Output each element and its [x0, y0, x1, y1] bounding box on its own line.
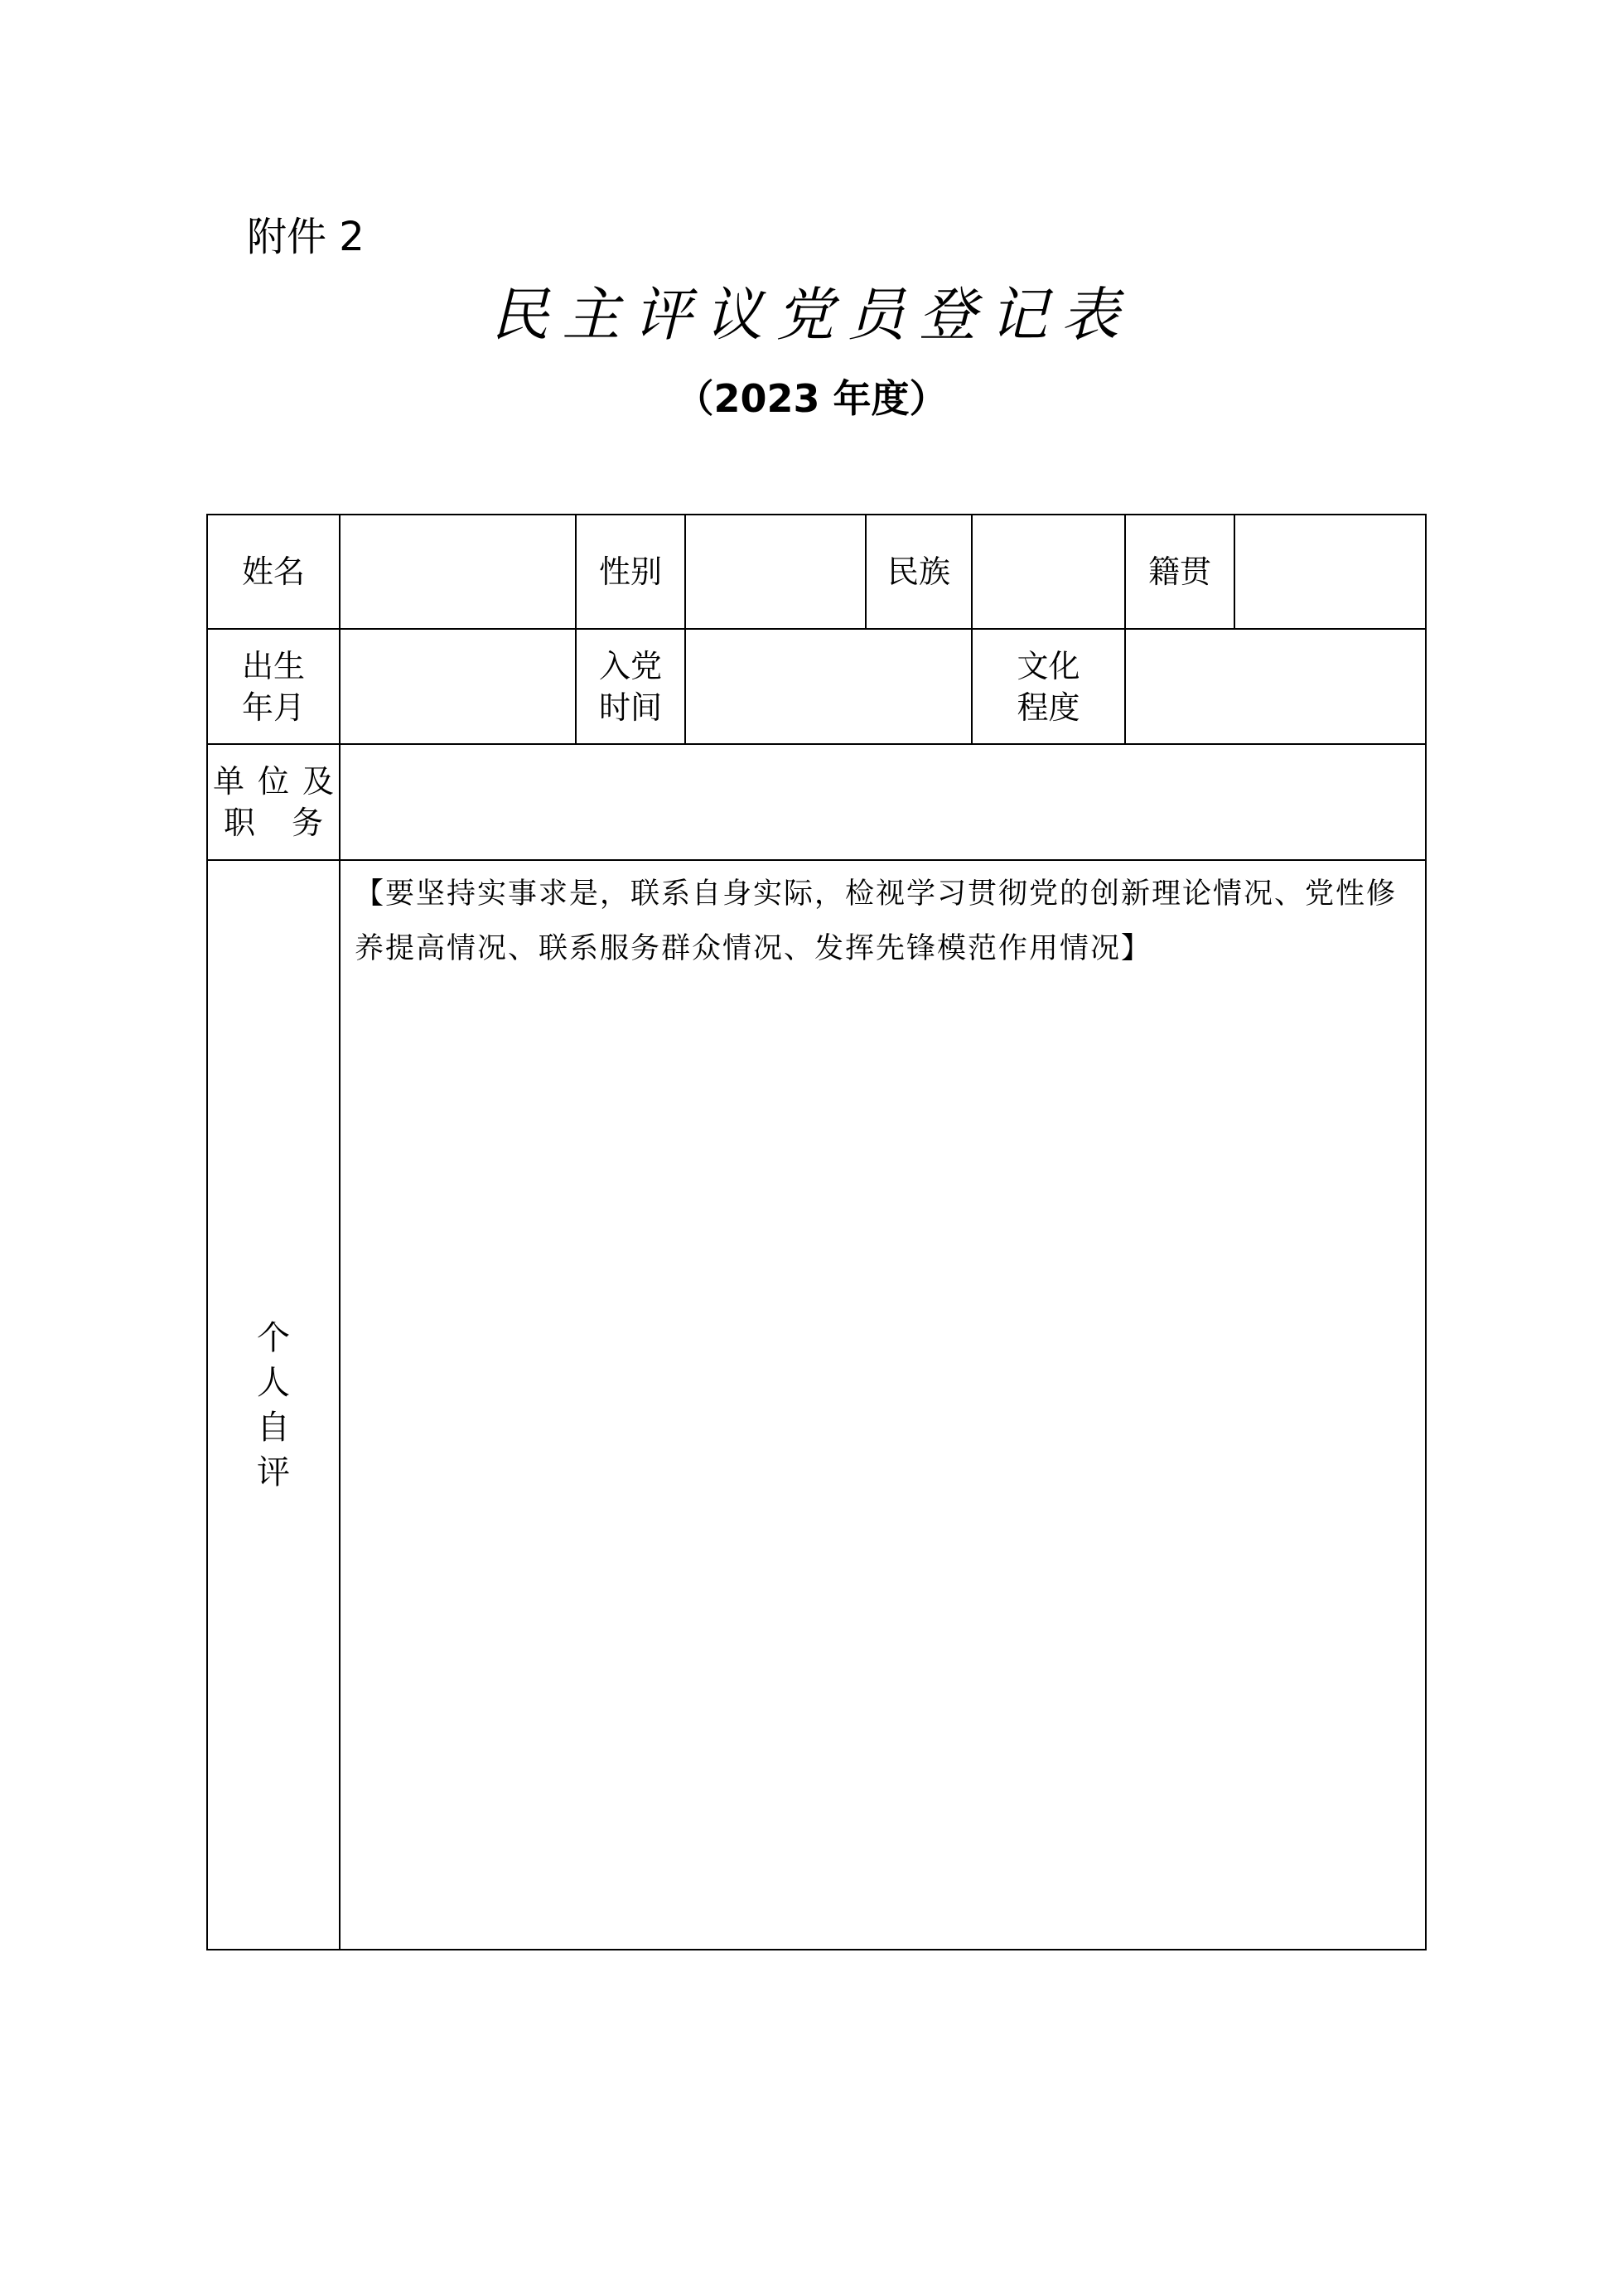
- birth-label-cell: [206, 628, 341, 745]
- join-party-label-line-2: 时间: [598, 689, 662, 726]
- join-party-label-line-1: 入党: [598, 647, 662, 684]
- self-eval-field[interactable]: [339, 859, 1427, 1950]
- unit-label-cell: [206, 743, 348, 861]
- name-field[interactable]: [339, 514, 577, 630]
- ethnicity-field[interactable]: [971, 514, 1126, 630]
- self-eval-label-char-3: 自: [257, 1408, 290, 1447]
- gender-label-cell: [575, 514, 686, 630]
- birth-label-line-2: 年月: [241, 689, 305, 726]
- gender-label: 性别: [598, 553, 662, 590]
- form-title: 民主评议党员登记表: [490, 281, 1133, 349]
- self-eval-label-char-1: 个: [257, 1318, 290, 1357]
- native-place-label: 籍贯: [1147, 553, 1211, 590]
- education-label-line-1: 文化: [1017, 647, 1080, 684]
- form-year: （2023 年度）: [675, 376, 948, 421]
- join-party-date-field[interactable]: [684, 628, 973, 745]
- ethnicity-label: 民族: [886, 553, 950, 590]
- name-label-cell: [206, 514, 341, 630]
- education-field[interactable]: [1124, 628, 1427, 745]
- education-label-line-2: 程度: [1017, 689, 1080, 726]
- native-place-field[interactable]: [1234, 514, 1427, 630]
- unit-label-line-1: 单位及: [213, 763, 348, 800]
- self-eval-instruction: 【要坚持实事求是，联系自身实际，检视学习贯彻党的创新理论情况、党性修养提高情况、联系服务群众情况、发挥先锋模范作用情况】: [355, 877, 1398, 965]
- attachment-label: 附件 2: [247, 214, 365, 260]
- gender-field[interactable]: [684, 514, 867, 630]
- self-eval-label-char-4: 评: [257, 1453, 290, 1491]
- birth-label-line-1: 出生: [241, 647, 305, 684]
- birth-date-field[interactable]: [339, 628, 577, 745]
- self-eval-label-char-2: 人: [257, 1363, 290, 1402]
- ethnicity-label-cell: [865, 514, 973, 630]
- join-party-label-cell: [575, 628, 686, 745]
- self-eval-label-cell: [206, 859, 341, 1950]
- native-place-label-cell: [1124, 514, 1235, 630]
- name-label: 姓名: [241, 553, 305, 590]
- education-label-cell: [971, 628, 1126, 745]
- unit-label-line-2: 职 务: [223, 805, 337, 841]
- unit-position-field[interactable]: [339, 743, 1427, 861]
